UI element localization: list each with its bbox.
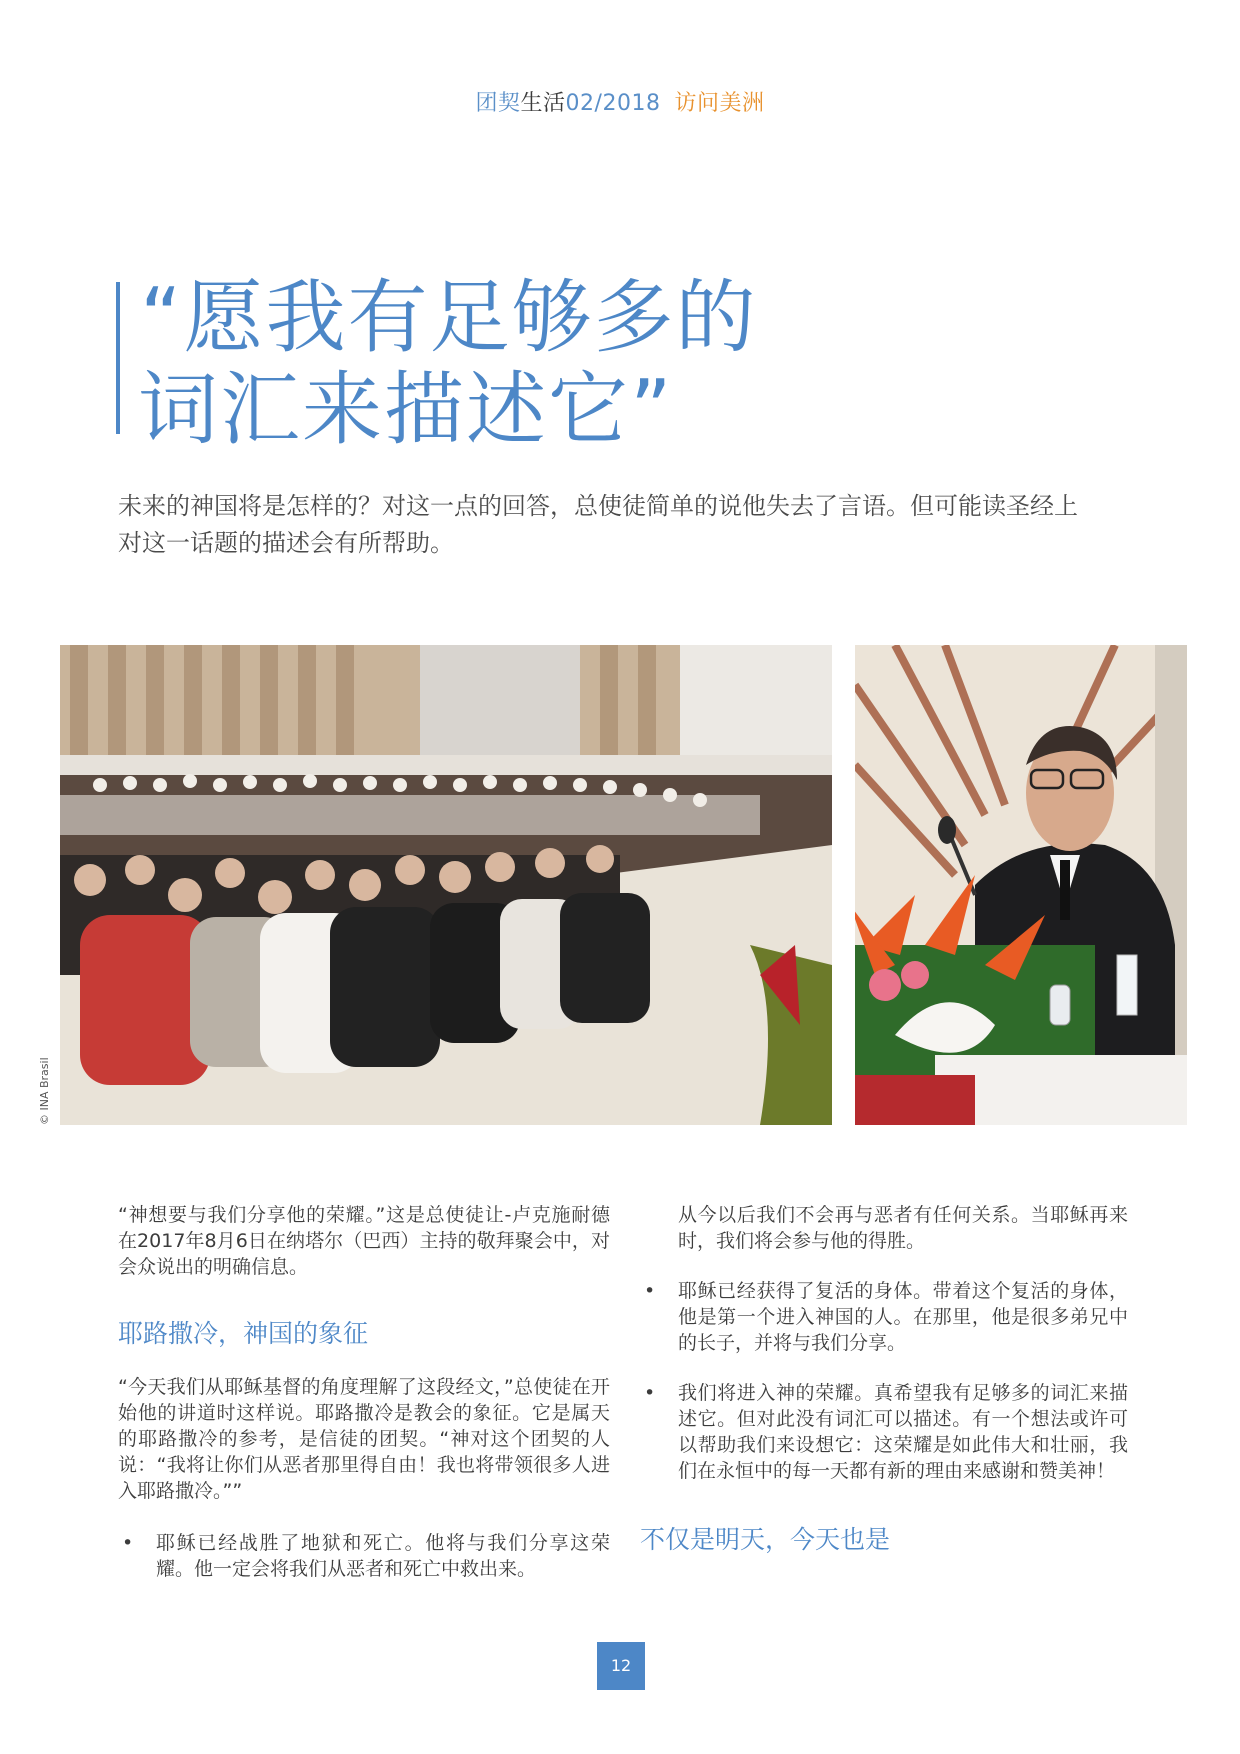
- bullet-item: [640, 1380, 1128, 1484]
- photo-credit: © INA Brasil: [38, 1057, 51, 1125]
- bullet-text: 耶稣已经战胜了地狱和死亡。他将与我们分享这荣耀。他一定会将我们从恶者和死亡中救出来。: [156, 1532, 610, 1580]
- intro-paragraph: “神想要与我们分享他的荣耀。”这是总使徒让-卢克施耐德在2017年8月6日在纳塔尔（巴西）主持的敬拜聚会中，对会众说出的明确信息。: [118, 1204, 610, 1278]
- bullet-mark: •: [644, 1382, 656, 1404]
- bullet-item: [118, 1530, 610, 1582]
- issue-number: 02/2018: [565, 91, 661, 116]
- magazine-name-part1: 团契: [475, 91, 521, 116]
- congregation-photo: [60, 645, 832, 1125]
- title-accent-bar: [116, 282, 120, 434]
- subhead-jerusalem: 耶路撒冷，神国的象征: [118, 1319, 369, 1348]
- article-lead: 未来的神国将是怎样的？对这一点的回答，总使徒简单的说他失去了言语。但可能读圣经上对这一话题的描述会有所帮助。: [118, 492, 1078, 557]
- bullet-continued: [640, 1202, 1128, 1254]
- speaker-photo: [855, 645, 1187, 1125]
- bullet-mark: •: [644, 1280, 656, 1302]
- bullet-text: 从今以后我们不会再与恶者有任何关系。当耶稣再来时，我们将会参与他的得胜。: [678, 1204, 1128, 1252]
- bullet-text: 我们将进入神的荣耀。真希望我有足够多的词汇来描述它。但对此没有词汇可以描述。有一个想法或许可以帮助我们来设想它：这荣耀是如此伟大和壮丽，我们在永恒中的每一天都有新的理由来感谢和赞美神！: [678, 1382, 1128, 1482]
- article-title-line1: “愿我有足够多的: [140, 271, 758, 364]
- subhead-today: 不仅是明天，今天也是: [640, 1525, 891, 1554]
- bullet-text: 耶稣已经获得了复活的身体。带着这个复活的身体，他是第一个进入神国的人。在那里，他是很多弟兄中的长子，并将与我们分享。: [678, 1280, 1128, 1354]
- bullet-mark: •: [122, 1532, 134, 1554]
- right-column: [640, 1202, 1128, 1556]
- page-number: 12: [597, 1642, 645, 1690]
- section-name: 访问美洲: [674, 91, 765, 116]
- bullet-item: [640, 1278, 1128, 1356]
- magazine-name-part2: 生活: [520, 91, 566, 116]
- left-column: [118, 1202, 610, 1582]
- article-title: [140, 272, 757, 456]
- page-header: [0, 86, 1240, 117]
- article-title-line2: 词汇来描述它”: [138, 363, 674, 456]
- sermon-paragraph: “今天我们从耶稣基督的角度理解了这段经文，”总使徒在开始他的讲道时这样说。耶路撒冷是教会的象征。它是属天的耶路撒冷的参考，是信徒的团契。“神对这个团契的人说：“我将让你们从恶者那里得自由！我也将带领很多人进入耶路撒冷。””: [118, 1376, 610, 1502]
